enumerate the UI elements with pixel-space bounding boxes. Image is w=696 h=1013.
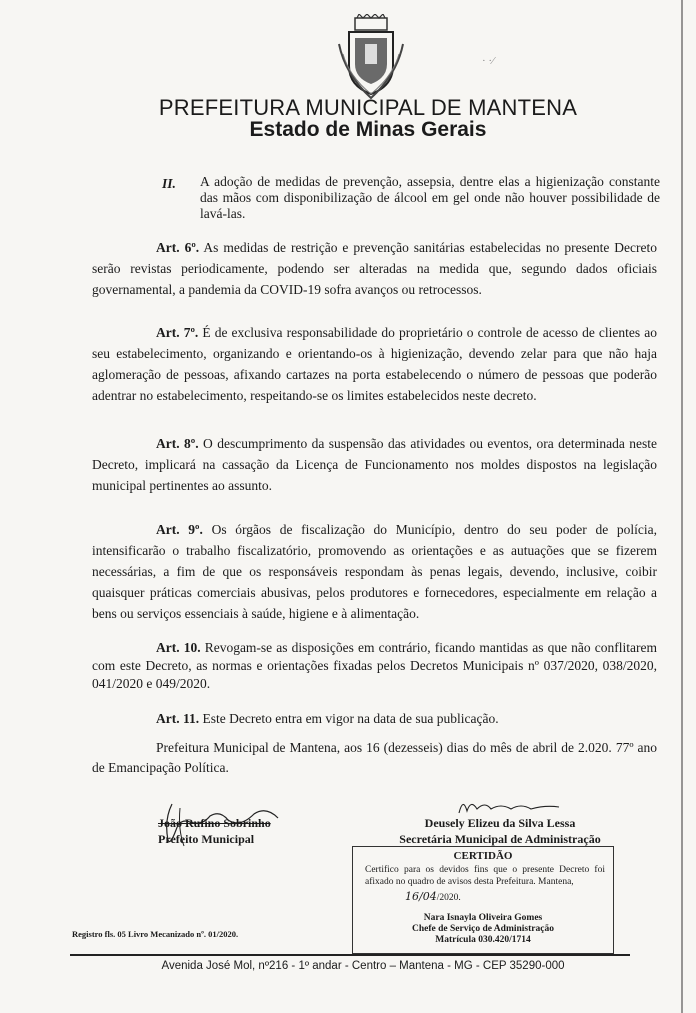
article-8 [92, 433, 657, 496]
certidao-box [352, 846, 614, 954]
article-text: Este Decreto entra em vigor na data de sua publicação. [199, 711, 499, 726]
article-7 [92, 322, 657, 406]
registro-note: Registro fls. 05 Livro Mecanizado nº. 01/2020. [72, 929, 239, 939]
certidao-title: CERTIDÃO [453, 850, 513, 862]
certidao-signer [353, 913, 613, 946]
article-text: O descumprimento da suspensão das atividades ou eventos, ora determinada neste Decreto, implicará na cassação da Licença de Funcionamento nos moldes dispostos na legislação municipal pertinentes ao assunto. [92, 436, 657, 493]
article-9 [92, 519, 657, 624]
secretary-name: Deusely Elizeu da Silva Lessa [424, 816, 576, 830]
closing-paragraph [92, 738, 657, 778]
certidao-signer-reg: Matrícula 030.420/1714 [435, 935, 531, 945]
page-edge-line [681, 0, 683, 1013]
municipal-crest-icon [335, 14, 407, 100]
mayor-name: João Rufino Sobrinho [158, 816, 271, 830]
certidao-date-handwritten: 16/04 [405, 890, 437, 903]
article-label: Art. 7º. [156, 325, 199, 340]
article-label: Art. 11. [156, 711, 200, 726]
certidao-text: Certifico para os devidos fins que o presente Decreto foi afixado no quadro de avisos desta Prefeitura. Mantena, [365, 865, 605, 887]
article-text: É de exclusiva responsabilidade do proprietário o controle de acesso de clientes ao seu estabelecimento, organizando e orientando-os à higienização, devendo zelar para que não haja aglomeração de pessoas, afixando cartazes na porta estabelecendo o número de pessoas que poderão adentrar no estabelecimento, respeitando-se os limites estabelecidos neste decreto. [92, 325, 657, 403]
certidao-signer-name: Nara Isnayla Oliveira Gomes [423, 913, 543, 923]
certidao-date-suffix: /2020. [436, 893, 461, 903]
footer-address: Avenida José Mol, nº216 - 1º andar - Centro – Mantena - MG - CEP 35290-000 [161, 960, 565, 972]
secretary-signature-block [380, 815, 620, 847]
header-title: PREFEITURA MUNICIPAL DE MANTENA [158, 95, 578, 120]
secretary-signature-scribble [455, 795, 565, 817]
mayor-title: Prefeito Municipal [158, 832, 255, 846]
footer-divider [70, 954, 630, 956]
stray-mark: · ·⁄ [482, 55, 494, 67]
header-subtitle: Estado de Minas Gerais [249, 118, 487, 141]
article-10 [92, 639, 657, 693]
mayor-signature-block [158, 815, 271, 847]
article-label: Art. 8º. [156, 436, 199, 451]
article-6 [92, 237, 657, 300]
secretary-title: Secretária Municipal de Administração [399, 832, 601, 846]
article-label: Art. 10. [156, 640, 201, 655]
certidao-signer-role: Chefe de Serviço de Administração [412, 924, 554, 934]
article-label: Art. 6º. [156, 240, 200, 255]
item-text: A adoção de medidas de prevenção, assepsia, dentre elas a higienização constante das mãos com disponibilização de álcool em gel onde não houver possibilidade de lavá-las. [200, 174, 660, 221]
article-label: Art. 9º. [156, 522, 203, 537]
closing-text: Prefeitura Municipal de Mantena, aos 16 (dezesseis) dias do mês de abril de 2.020. 77º ano de Emancipação Política. [92, 740, 657, 775]
certidao-date [365, 890, 461, 903]
article-text: As medidas de restrição e prevenção sanitárias estabelecidas no presente Decreto serão revistas periodicamente, podendo ser alteradas na medida que, segundo dados oficiais governamental, a pandemia da COVID-19 sofra avanços ou retrocessos. [92, 240, 657, 297]
article-text: Revogam-se as disposições em contrário, ficando mantidas as que não conflitarem com este Decreto, as normas e orientações fixadas pelos Decretos Municipais nº 037/2020, 038/2020, 041/2020 e 049/2020. [92, 640, 657, 691]
item-numeral: II. [162, 176, 176, 191]
article-11 [92, 708, 657, 729]
article-text: Os órgãos de fiscalização do Município, dentro do seu poder de polícia, intensificarão o trabalho fiscalizatório, promovendo as orientações e as autuações que se fizerem necessárias, a fim de que os responsáveis respondam às penas legais, devendo, inclusive, coibir quaisquer práticas comerciais abusivas, pelos produtores e fornecedores, especialmente em relação a bens ou serviços essenciais à saúde, higiene e à alimentação. [92, 522, 657, 621]
